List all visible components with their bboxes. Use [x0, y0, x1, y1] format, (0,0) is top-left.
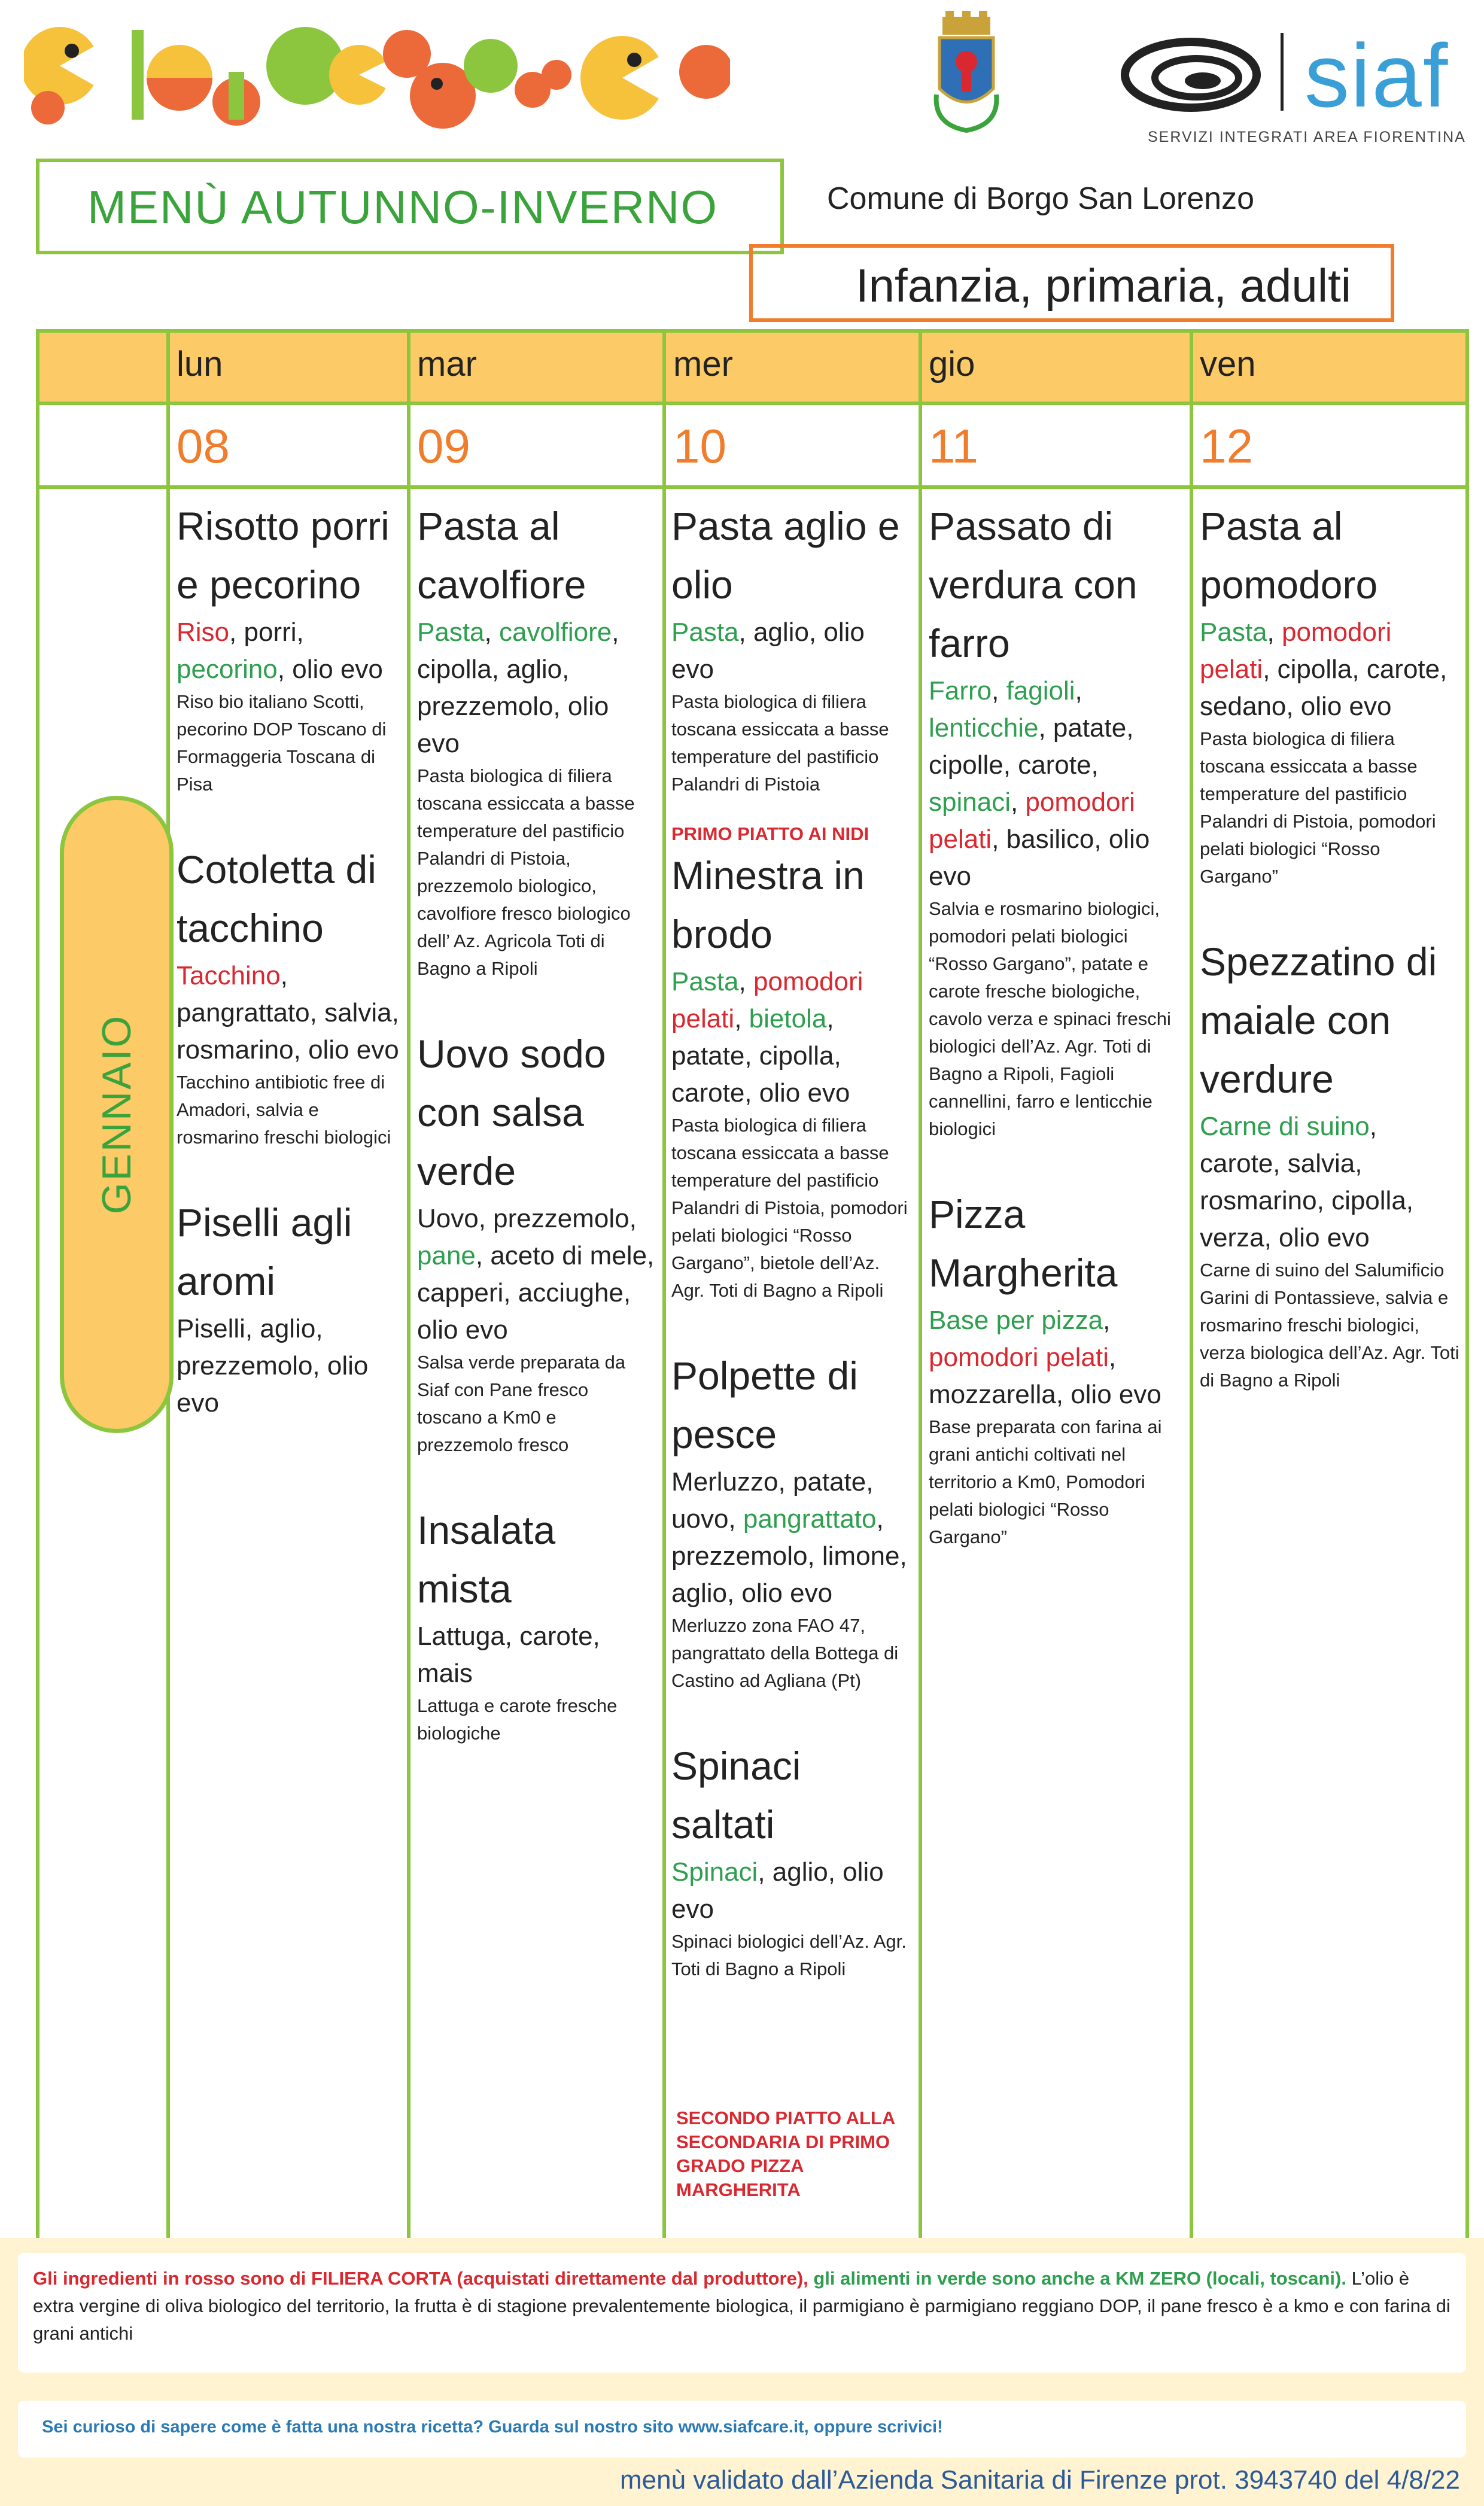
ingredient-text: , aglio, olio evo [671, 1857, 884, 1924]
dish-note: Pasta biologica di filiera toscana essiccata a basse temperature del pastificio Palandri di Pistoia [671, 691, 889, 795]
municipal-coat-of-arms-icon [930, 11, 1002, 136]
grid-col-divider [1190, 329, 1193, 2253]
legend-red: Gli ingredienti in rosso sono di FILIERA CORTA (acquistati direttamente dal produttore), [33, 2268, 814, 2289]
ingredient-text: , [484, 618, 499, 647]
dish-note: Riso bio italiano Scotti, pecorino DOP Toscano di Formaggeria Toscana di Pisa [177, 691, 387, 795]
grid-row-divider [36, 485, 1469, 489]
dish-name: Spinaci saltati [671, 1744, 801, 1847]
ingredient-text: , cipolla, aglio, prezzemolo, olio evo [417, 618, 619, 758]
dish-name: Uovo sodo con salsa verde [417, 1032, 606, 1193]
legend-text [33, 2265, 1451, 2347]
menu-column-ven [1200, 497, 1463, 1394]
grid-row-divider [36, 402, 1469, 405]
ingredient-text: , [1103, 1306, 1111, 1335]
km-zero-ingredient: pangrattato [743, 1504, 877, 1534]
day-name-lun: lun [177, 345, 223, 384]
ingredient-text: Uovo, prezzemolo, [417, 1204, 637, 1233]
dish-ingredients [177, 1310, 401, 1422]
day-name-mer: mer [673, 345, 733, 384]
ingredient-text: , mozzarella, olio evo [929, 1343, 1161, 1409]
curioso-text[interactable]: Sei curioso di sapere come è fatta una nostra ricetta? Guarda sul nostro sito www.siafcare.it, oppure scrivici! [42, 2417, 943, 2437]
validation-note: menù validato dall’Azienda Sanitaria di Firenze prot. 3943740 del 4/8/22 [619, 2465, 1460, 2495]
dish-ingredients [671, 614, 914, 688]
ingredient-text: , patate, cipolla, carote, olio evo [671, 1004, 850, 1108]
ingredient-text: Piselli, aglio, prezzemolo, olio evo [177, 1314, 369, 1418]
ingredient-text: , aceto di mele, capperi, acciughe, olio evo [417, 1241, 655, 1345]
dish-ingredients [929, 673, 1183, 895]
dish-name: Pasta al pomodoro [1200, 504, 1378, 607]
filiera-corta-ingredient: pomodori pelati [1200, 618, 1392, 684]
dish-name: Pizza Margherita [929, 1192, 1118, 1295]
ingredient-text: , porri, [229, 618, 304, 647]
ingredient-text: , pangrattato, salvia, rosmarino, olio evo [177, 961, 399, 1065]
ingredient-text: , [734, 1004, 749, 1033]
km-zero-ingredient: Farro [929, 676, 992, 705]
dish-note: Pasta biologica di filiera toscana essiccata a basse temperature del pastificio Palandri di Pistoia, pomodori pelati biologici “Rosso Gargano”, bietole dell’Az. Agr. Toti di Bagno a Ripoli [671, 1115, 908, 1301]
grid-col-divider [407, 329, 410, 2253]
day-date-mar: 09 [417, 419, 470, 473]
grid-col-divider [662, 329, 666, 2253]
nidi-alert: PRIMO PIATTO AI NIDI [671, 823, 869, 844]
comune-name: Comune di Borgo San Lorenzo [827, 181, 1255, 216]
siaf-brand-name: siaf [1304, 25, 1449, 126]
menu-title: MENÙ AUTUNNO-INVERNO [87, 181, 719, 233]
km-zero-ingredient: Pasta [1200, 618, 1267, 647]
km-zero-ingredient: fagioli [1006, 676, 1075, 705]
legend-green: gli alimenti in verde sono anche a KM ZERO (locali, toscani). [813, 2268, 1352, 2289]
dish-note: Salvia e rosmarino biologici, pomodori pelati biologici “Rosso Gargano”, patate e carote fresche biologiche, cavolo verza e spinaci freschi biologici dell’Az. Agr. Toti di Bagno a Ripoli, Fagioli cannellini, farro e lenticchie biologici [929, 898, 1171, 1139]
km-zero-ingredient: Pasta [417, 618, 485, 647]
km-zero-ingredient: bietola [749, 1004, 827, 1033]
day-date-ven: 12 [1200, 419, 1253, 473]
filiera-corta-ingredient: Riso [177, 618, 230, 647]
dish-name: Passato di verdura con farro [929, 504, 1138, 665]
dish-note: Merluzzo zona FAO 47, pangrattato della Bottega di Castino ad Agliana (Pt) [671, 1615, 899, 1691]
km-zero-ingredient: lenticchie [929, 713, 1039, 743]
ingredient-text: , carote, salvia, rosmarino, cipolla, verza, olio evo [1200, 1112, 1414, 1252]
dish-note: Pasta biologica di filiera toscana essiccata a basse temperature del pastificio Palandri di Pistoia, pomodori pelati biologici “Rosso Gargano” [1200, 728, 1436, 887]
day-date-mer: 10 [673, 419, 726, 473]
day-date-gio: 11 [929, 419, 979, 473]
dish-note: Spinaci biologici dell’Az. Agr. Toti di Bagno a Ripoli [671, 1931, 907, 1979]
day-name-ven: ven [1200, 345, 1256, 384]
day-date-lun: 08 [177, 419, 230, 473]
dish-note: Lattuga e carote fresche biologiche [417, 1695, 618, 1744]
km-zero-ingredient: Carne di suino [1200, 1112, 1370, 1141]
siaf-brand-subtitle: SERVIZI INTEGRATI AREA FIORENTINA [1148, 129, 1466, 145]
km-zero-ingredient: Spinaci [671, 1857, 758, 1887]
dish-name: Pasta aglio e olio [671, 504, 900, 607]
ingredient-text: , aglio, olio evo [671, 618, 865, 684]
km-zero-ingredient: pane [417, 1241, 476, 1270]
dish-note: Salsa verde preparata da Siaf con Pane fresco toscano a Km0 e prezzemolo fresco [417, 1352, 626, 1455]
menu-column-mar [417, 497, 656, 1747]
filiera-corta-ingredient: pomodori pelati [929, 1343, 1109, 1372]
filiera-corta-ingredient: Tacchino [177, 961, 281, 990]
fruit-vegetable-banner-icon [24, 18, 730, 144]
filiera-corta-ingredient: pomodori pelati [671, 967, 863, 1033]
dish-name: Piselli agli aromi [177, 1200, 352, 1303]
km-zero-ingredient: pecorino [177, 655, 278, 684]
dish-ingredients [1200, 1108, 1463, 1257]
menu-column-lun [177, 497, 401, 1422]
ingredient-text: , olio evo [277, 655, 383, 684]
ingredient-text: , [1267, 618, 1282, 647]
ingredient-text: , [1010, 787, 1026, 817]
dish-note: Tacchino antibiotic free di Amadori, salvia e rosmarino freschi biologici [177, 1072, 391, 1148]
dish-ingredients [417, 1200, 656, 1349]
legend-rest: L’olio è extra vergine di oliva biologico del territorio, la frutta è di stagione prevalentemente biologica, il parmigiano è parmigiano reggiano DOP, il pane fresco è a kmo e con farina di grani antichi [33, 2268, 1450, 2344]
menu-column-gio [929, 497, 1183, 1551]
dish-ingredients [417, 1618, 656, 1692]
dish-note: Carne di suino del Salumificio Garini di Pontassieve, salvia e rosmarino freschi biologici, verza biologica dell’Az. Agr. Toti di Bagno a Ripoli [1200, 1260, 1459, 1391]
siaf-logo-divider [1281, 33, 1284, 111]
audience-label: Infanzia, primaria, adulti [856, 259, 1352, 312]
ingredient-text: , basilico, olio evo [929, 825, 1150, 891]
dish-note: Base preparata con farina ai grani antichi coltivati nel territorio a Km0, Pomodori pelati biologici “Rosso Gargano” [929, 1416, 1162, 1547]
ingredient-text: , cipolla, carote, sedano, olio evo [1200, 655, 1447, 721]
dish-ingredients [929, 1302, 1183, 1413]
dish-ingredients [671, 1464, 914, 1612]
dish-name: Risotto porri e pecorino [177, 504, 390, 607]
secondary-school-alert: SECONDO PIATTO ALLA SECONDARIA DI PRIMO GRADO PIZZA MARGHERITA [676, 2107, 895, 2200]
dish-ingredients [1200, 614, 1463, 725]
dish-name: Cotoletta di tacchino [177, 847, 376, 950]
dish-ingredients [417, 614, 656, 762]
dish-name: Polpette di pesce [671, 1354, 858, 1456]
ingredient-text: , [738, 967, 753, 996]
ingredient-text: , patate, cipolle, carote, [929, 713, 1134, 780]
ingredient-text: Merluzzo, patate, uovo, [671, 1467, 874, 1534]
dish-ingredients [671, 1854, 914, 1928]
grid-col-divider [919, 329, 922, 2253]
day-name-gio: gio [929, 345, 975, 384]
km-zero-ingredient: spinaci [929, 787, 1011, 817]
ingredient-text: , prezzemolo, limone, aglio, olio evo [671, 1504, 907, 1608]
dish-name: Pasta al cavolfiore [417, 504, 586, 607]
dish-ingredients [177, 957, 401, 1069]
km-zero-ingredient: cavolfiore [498, 618, 612, 647]
dish-name: Insalata mista [417, 1508, 556, 1611]
km-zero-ingredient: Pasta [671, 967, 739, 996]
title-box [36, 159, 784, 254]
dish-name: Minestra in brodo [671, 853, 865, 956]
dish-ingredients [177, 614, 401, 688]
ingredient-text: , [1075, 676, 1082, 705]
km-zero-ingredient: Pasta [671, 618, 739, 647]
dish-ingredients [671, 963, 914, 1112]
filiera-corta-ingredient: pomodori pelati [929, 787, 1135, 854]
dish-note: Pasta biologica di filiera toscana essiccata a basse temperature del pastificio Palandri di Pistoia, prezzemolo biologico, cavolfiore fresco biologico dell’ Az. Agricola Toti di Bagno a Ripoli [417, 765, 635, 979]
km-zero-ingredient: Base per pizza [929, 1306, 1103, 1335]
ingredient-text: Lattuga, carote, mais [417, 1622, 600, 1688]
ingredient-text: , [992, 676, 1006, 705]
menu-column-mer [671, 497, 914, 1983]
day-name-mar: mar [417, 345, 477, 384]
dish-name: Spezzatino di maiale con verdure [1200, 939, 1437, 1101]
month-label: GENNAIO [94, 1014, 139, 1215]
